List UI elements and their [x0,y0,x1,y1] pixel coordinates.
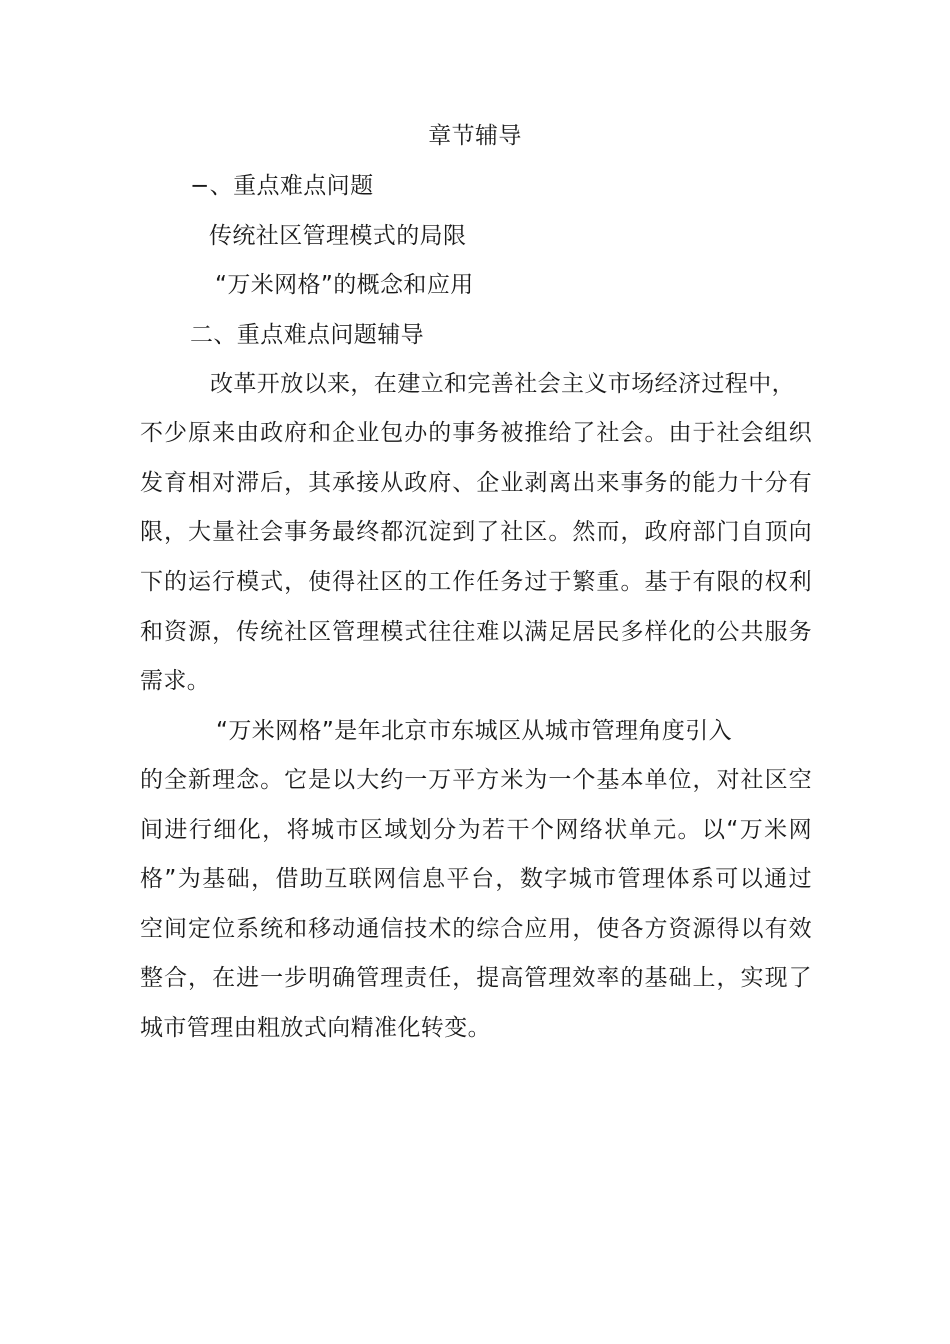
paragraph1-line: 发育相对滞后，其承接从政府、企业剥离出来事务的能力十分有 [140,470,812,496]
paragraph1-line: 限，大量社会事务最终都沉淀到了社区。然而，政府部门自顶向 [140,519,812,545]
paragraph2-line: 整合，在进一步明确管理责任，提高管理效率的基础上，实现了 [140,965,812,991]
section1-item-1: 传统社区管理模式的局限 [209,223,467,249]
paragraph1-line: 和资源，传统社区管理模式往往难以满足居民多样化的公共服务 [140,619,812,645]
paragraph2-line: “万米网格”是年北京市东城区从城市管理角度引入 [216,718,733,744]
paragraph1-line: 需求。 [140,668,211,694]
paragraph1-line: 改革开放以来，在建立和完善社会主义市场经济过程中， [210,371,795,397]
page-title: 章节辅导 [428,123,522,149]
paragraph1-line: 不少原来由政府和企业包办的事务被推给了社会。由于社会组织 [140,420,812,446]
section1-item-2: “万米网格”的概念和应用 [215,272,474,298]
paragraph2-line: 格”为基础，借助互联网信息平台，数字城市管理体系可以通过 [140,866,812,892]
paragraph1-line: 下的运行模式，使得社区的工作任务过于繁重。基于有限的权利 [140,569,812,595]
paragraph2-line: 的全新理念。它是以大约一万平方米为一个基本单位，对社区空 [140,767,812,793]
section2-heading: 二、重点难点问题辅导 [190,322,424,348]
paragraph2-line: 城市管理由粗放式向精准化转变。 [140,1015,491,1041]
paragraph2-line: 空间定位系统和移动通信技术的综合应用，使各方资源得以有效 [140,916,812,942]
section1-heading: −、重点难点问题 [190,173,374,199]
paragraph2-line: 间进行细化，将城市区域划分为若干个网络状单元。以“万米网 [140,817,812,843]
